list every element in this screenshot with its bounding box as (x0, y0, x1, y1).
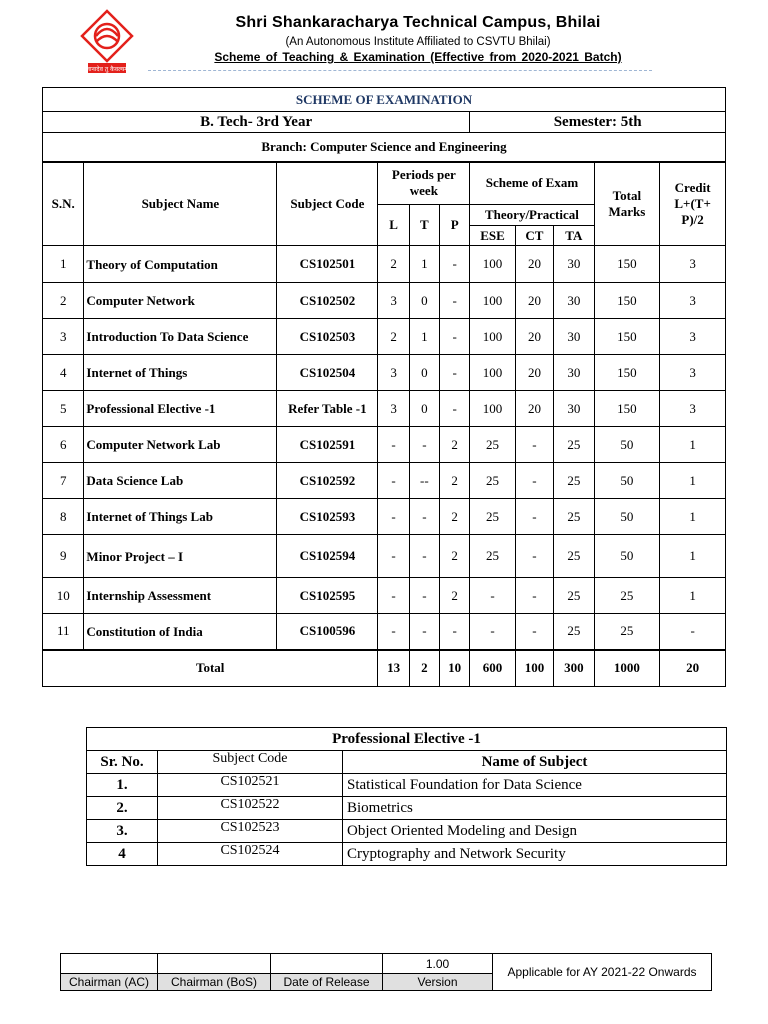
cell-sn: 6 (43, 427, 84, 463)
cell-ct: 20 (515, 391, 553, 427)
cell-ese: 100 (470, 355, 515, 391)
cell-ese: - (470, 578, 515, 614)
header-subject-code: Subject Code (277, 162, 378, 246)
svg-text:ज्ञानादेव तु कैवल्यम्: ज्ञानादेव तु कैवल्यम् (86, 66, 128, 73)
date-release-label: Date of Release (271, 974, 383, 991)
cell-P: - (440, 391, 470, 427)
elective-cell-name: Object Oriented Modeling and Design (343, 820, 727, 843)
cell-P: 2 (440, 535, 470, 578)
header-subject-name: Subject Name (84, 162, 277, 246)
cell-ese: 100 (470, 283, 515, 319)
cell-P: 2 (440, 578, 470, 614)
institute-logo-icon (66, 8, 148, 78)
total-ta: 300 (554, 650, 594, 687)
elective-cell-sr: 2. (87, 797, 158, 820)
cell-name: Minor Project – I (84, 535, 277, 578)
cell-P: 2 (440, 463, 470, 499)
cell-sn: 10 (43, 578, 84, 614)
scheme-title: SCHEME OF EXAMINATION (43, 88, 726, 112)
cell-ese: 100 (470, 246, 515, 283)
header-credit: Credit L+(T+ P)/2 (660, 162, 726, 246)
chairman-ac-label: Chairman (AC) (61, 974, 158, 991)
cell-L: 3 (378, 355, 409, 391)
cell-total: 50 (594, 463, 660, 499)
cell-ta: 25 (554, 578, 594, 614)
cell-sn: 8 (43, 499, 84, 535)
cell-ese: 25 (470, 499, 515, 535)
cell-ese: 25 (470, 463, 515, 499)
cell-ta: 30 (554, 283, 594, 319)
cell-credit: 1 (660, 578, 726, 614)
elective-header-sr: Sr. No. (87, 751, 158, 774)
cell-name: Internship Assessment (84, 578, 277, 614)
header-L: L (378, 205, 409, 246)
table-row (43, 535, 726, 578)
cell-total: 150 (594, 319, 660, 355)
elective-cell-sr: 1. (87, 774, 158, 797)
cell-ese: - (470, 614, 515, 650)
cell-ct: - (515, 427, 553, 463)
elective-cell-code: CS102522 (158, 797, 343, 820)
elective-title: Professional Elective -1 (87, 728, 727, 751)
header-T: T (409, 205, 439, 246)
header-scheme-exam: Scheme of Exam (470, 162, 594, 205)
total-marks: 1000 (594, 650, 660, 687)
cell-ct: 20 (515, 355, 553, 391)
scheme-table (42, 87, 726, 687)
cell-sn: 11 (43, 614, 84, 650)
total-ct: 100 (515, 650, 553, 687)
scheme-line: Scheme of Teaching & Examination (Effective from 2020-2021 Batch) (214, 50, 622, 64)
cell-ta: 25 (554, 535, 594, 578)
cell-ta: 25 (554, 463, 594, 499)
cell-L: 2 (378, 246, 409, 283)
elective-cell-code: CS102521 (158, 774, 343, 797)
cell-credit: 3 (660, 355, 726, 391)
cell-ta: 30 (554, 391, 594, 427)
cell-name: Introduction To Data Science (84, 319, 277, 355)
cell-ese: 100 (470, 391, 515, 427)
cell-code: CS102591 (277, 427, 378, 463)
cell-ct: - (515, 535, 553, 578)
branch-title: Branch: Computer Science and Engineering (43, 133, 726, 162)
cell-sn: 4 (43, 355, 84, 391)
cell-ta: 30 (554, 319, 594, 355)
cell-code: CS102592 (277, 463, 378, 499)
cell-total: 25 (594, 578, 660, 614)
cell-sn: 1 (43, 246, 84, 283)
cell-credit: 1 (660, 535, 726, 578)
cell-T: 1 (409, 246, 439, 283)
cell-L: 3 (378, 391, 409, 427)
cell-code: CS102502 (277, 283, 378, 319)
cell-L: - (378, 614, 409, 650)
elective-cell-name: Cryptography and Network Security (343, 843, 727, 866)
elective-table (86, 727, 727, 866)
semester-label: Semester: 5th (470, 112, 726, 133)
cell-total: 25 (594, 614, 660, 650)
cell-ct: - (515, 499, 553, 535)
header-P: P (440, 205, 470, 246)
cell-T: - (409, 614, 439, 650)
institute-name: Shri Shankaracharya Technical Campus, Bhilai (235, 14, 601, 31)
cell-sn: 3 (43, 319, 84, 355)
list-item (87, 797, 727, 820)
cell-code: CS102501 (277, 246, 378, 283)
header-theory-practical: Theory/Practical (470, 205, 594, 226)
elective-cell-code: CS102524 (158, 843, 343, 866)
table-row (43, 578, 726, 614)
cell-ese: 25 (470, 427, 515, 463)
table-row (43, 246, 726, 283)
cell-T: - (409, 427, 439, 463)
elective-cell-sr: 3. (87, 820, 158, 843)
table-row (43, 319, 726, 355)
header-sn: S.N. (43, 162, 84, 246)
list-item (87, 820, 727, 843)
cell-total: 50 (594, 535, 660, 578)
cell-T: - (409, 499, 439, 535)
header-total-marks: Total Marks (594, 162, 660, 246)
cell-total: 50 (594, 427, 660, 463)
elective-cell-code: CS102523 (158, 820, 343, 843)
table-row (43, 499, 726, 535)
cell-code: CS102595 (277, 578, 378, 614)
cell-code: CS102593 (277, 499, 378, 535)
cell-T: 0 (409, 391, 439, 427)
total-P: 10 (440, 650, 470, 687)
table-row (43, 614, 726, 650)
cell-total: 150 (594, 355, 660, 391)
cell-L: - (378, 463, 409, 499)
cell-credit: 3 (660, 391, 726, 427)
cell-T: - (409, 578, 439, 614)
cell-code: CS102504 (277, 355, 378, 391)
total-label: Total (43, 650, 378, 687)
footer-table (60, 953, 712, 991)
cell-T: - (409, 535, 439, 578)
cell-ta: 25 (554, 427, 594, 463)
cell-total: 150 (594, 246, 660, 283)
cell-ese: 25 (470, 535, 515, 578)
cell-code: CS102503 (277, 319, 378, 355)
cell-credit: 3 (660, 246, 726, 283)
header-periods: Periods per week (378, 162, 470, 205)
cell-ct: - (515, 614, 553, 650)
cell-sn: 2 (43, 283, 84, 319)
elective-header-code: Subject Code (158, 751, 343, 774)
version-label: Version (383, 974, 493, 991)
list-item (87, 774, 727, 797)
total-T: 2 (409, 650, 439, 687)
cell-name: Computer Network (84, 283, 277, 319)
cell-L: 2 (378, 319, 409, 355)
cell-P: - (440, 283, 470, 319)
cell-sn: 5 (43, 391, 84, 427)
total-L: 13 (378, 650, 409, 687)
header-ct: CT (515, 226, 553, 246)
cell-credit: 3 (660, 283, 726, 319)
cell-name: Constitution of India (84, 614, 277, 650)
table-row (43, 427, 726, 463)
list-item (87, 843, 727, 866)
cell-ct: - (515, 578, 553, 614)
total-ese: 600 (470, 650, 515, 687)
cell-ese: 100 (470, 319, 515, 355)
cell-name: Internet of Things Lab (84, 499, 277, 535)
cell-sn: 9 (43, 535, 84, 578)
cell-name: Theory of Computation (84, 246, 277, 283)
table-row (43, 391, 726, 427)
cell-credit: 3 (660, 319, 726, 355)
table-row (43, 283, 726, 319)
total-credit: 20 (660, 650, 726, 687)
cell-P: - (440, 246, 470, 283)
cell-L: - (378, 499, 409, 535)
cell-sn: 7 (43, 463, 84, 499)
header-ta: TA (554, 226, 594, 246)
cell-credit: - (660, 614, 726, 650)
cell-L: - (378, 535, 409, 578)
applicable-label: Applicable for AY 2021-22 Onwards (493, 954, 712, 991)
cell-ct: 20 (515, 283, 553, 319)
cell-total: 150 (594, 283, 660, 319)
cell-T: 0 (409, 355, 439, 391)
cell-ct: 20 (515, 246, 553, 283)
cell-credit: 1 (660, 499, 726, 535)
cell-L: - (378, 427, 409, 463)
cell-total: 150 (594, 391, 660, 427)
table-row (43, 463, 726, 499)
cell-P: - (440, 319, 470, 355)
cell-code: Refer Table -1 (277, 391, 378, 427)
cell-name: Internet of Things (84, 355, 277, 391)
cell-P: 2 (440, 427, 470, 463)
elective-cell-name: Statistical Foundation for Data Science (343, 774, 727, 797)
cell-P: - (440, 614, 470, 650)
elective-header-name: Name of Subject (343, 751, 727, 774)
cell-T: 0 (409, 283, 439, 319)
version-value: 1.00 (383, 954, 493, 974)
chairman-bos-label: Chairman (BoS) (158, 974, 271, 991)
cell-ct: 20 (515, 319, 553, 355)
header-divider (148, 70, 652, 71)
cell-L: - (378, 578, 409, 614)
cell-T: 1 (409, 319, 439, 355)
elective-cell-name: Biometrics (343, 797, 727, 820)
cell-ta: 30 (554, 246, 594, 283)
year-label: B. Tech- 3rd Year (43, 112, 470, 133)
cell-ta: 30 (554, 355, 594, 391)
cell-P: - (440, 355, 470, 391)
institute-subtitle: (An Autonomous Institute Affiliated to CSVTU Bhilai) (285, 36, 551, 48)
header-ese: ESE (470, 226, 515, 246)
cell-L: 3 (378, 283, 409, 319)
cell-name: Data Science Lab (84, 463, 277, 499)
cell-ta: 25 (554, 499, 594, 535)
cell-P: 2 (440, 499, 470, 535)
table-row (43, 355, 726, 391)
cell-code: CS102594 (277, 535, 378, 578)
cell-code: CS100596 (277, 614, 378, 650)
elective-cell-sr: 4 (87, 843, 158, 866)
cell-name: Professional Elective -1 (84, 391, 277, 427)
cell-name: Computer Network Lab (84, 427, 277, 463)
cell-ta: 25 (554, 614, 594, 650)
cell-credit: 1 (660, 463, 726, 499)
cell-T: -- (409, 463, 439, 499)
cell-total: 50 (594, 499, 660, 535)
cell-credit: 1 (660, 427, 726, 463)
cell-ct: - (515, 463, 553, 499)
